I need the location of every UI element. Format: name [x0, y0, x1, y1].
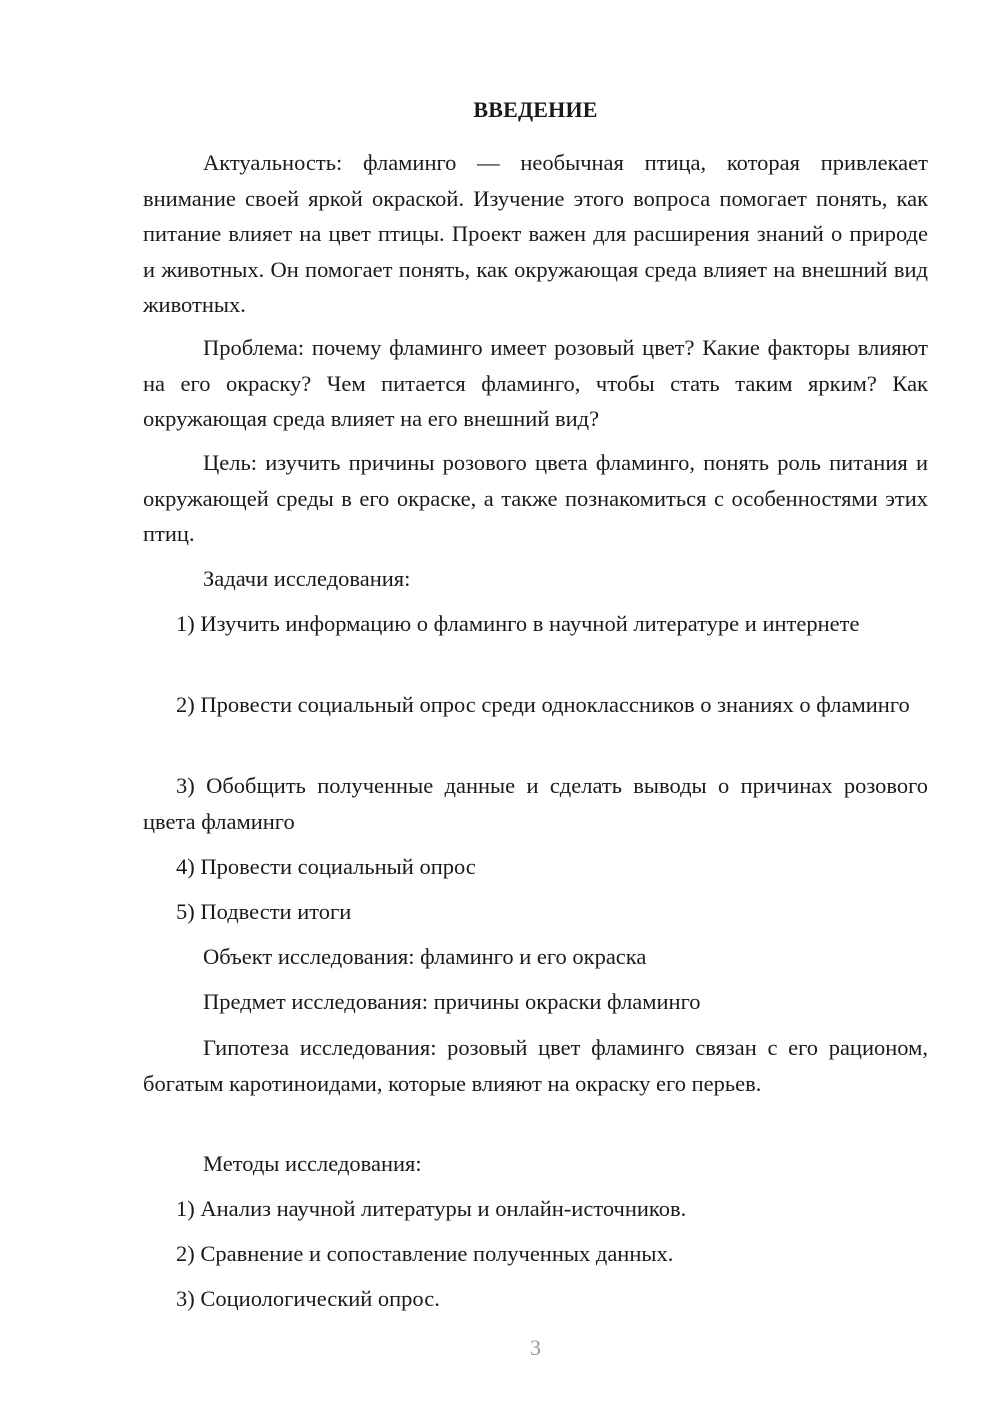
task-item: 1) Изучить информацию о фламинго в научной литературе и интернете [176, 611, 860, 636]
tasks-heading: Задачи исследования: [203, 566, 411, 591]
hypothesis-paragraph: Гипотеза исследования: розовый цвет фламинго связан с его рационом, богатым каротиноидами, которые влияют на окраску его перьев. [143, 1035, 928, 1096]
goal-paragraph: Цель: изучить причины розового цвета фламинго, понять роль питания и окружающей среды в его окраске, а также познакомиться с особенностями этих птиц. [143, 450, 928, 546]
task-item: 5) Подвести итоги [176, 899, 352, 924]
relevance-paragraph: Актуальность: фламинго — необычная птица, которая привлекает внимание своей яркой окраской. Изучение этого вопроса помогает понять, как питание влияет на цвет птицы. Проект важен для расширения знаний о природе и животных. Он помогает понять, как окружающая среда влияет на внешний вид животных. [143, 150, 928, 317]
task-item: 3) Обобщить полученные данные и сделать выводы о причинах розового цвета фламинго [143, 773, 928, 834]
method-item: 3) Социологический опрос. [176, 1286, 440, 1311]
object-paragraph: Объект исследования: фламинго и его окраска [203, 944, 647, 969]
methods-heading: Методы исследования: [203, 1151, 422, 1176]
problem-paragraph: Проблема: почему фламинго имеет розовый цвет? Какие факторы влияют на его окраску? Чем питается фламинго, чтобы стать таким ярким? Как окружающая среда влияет на его внешний вид? [143, 335, 928, 431]
method-item: 2) Сравнение и сопоставление полученных данных. [176, 1241, 674, 1266]
document-page [143, 0, 928, 1414]
task-item: 4) Провести социальный опрос [176, 854, 476, 879]
method-item: 1) Анализ научной литературы и онлайн-источников. [176, 1196, 687, 1221]
subject-paragraph: Предмет исследования: причины окраски фламинго [203, 989, 701, 1014]
task-item: 2) Провести социальный опрос среди одноклассников о знаниях о фламинго [176, 692, 910, 717]
page-number: 3 [530, 1335, 541, 1360]
page-title: ВВЕДЕНИЕ [473, 97, 598, 122]
